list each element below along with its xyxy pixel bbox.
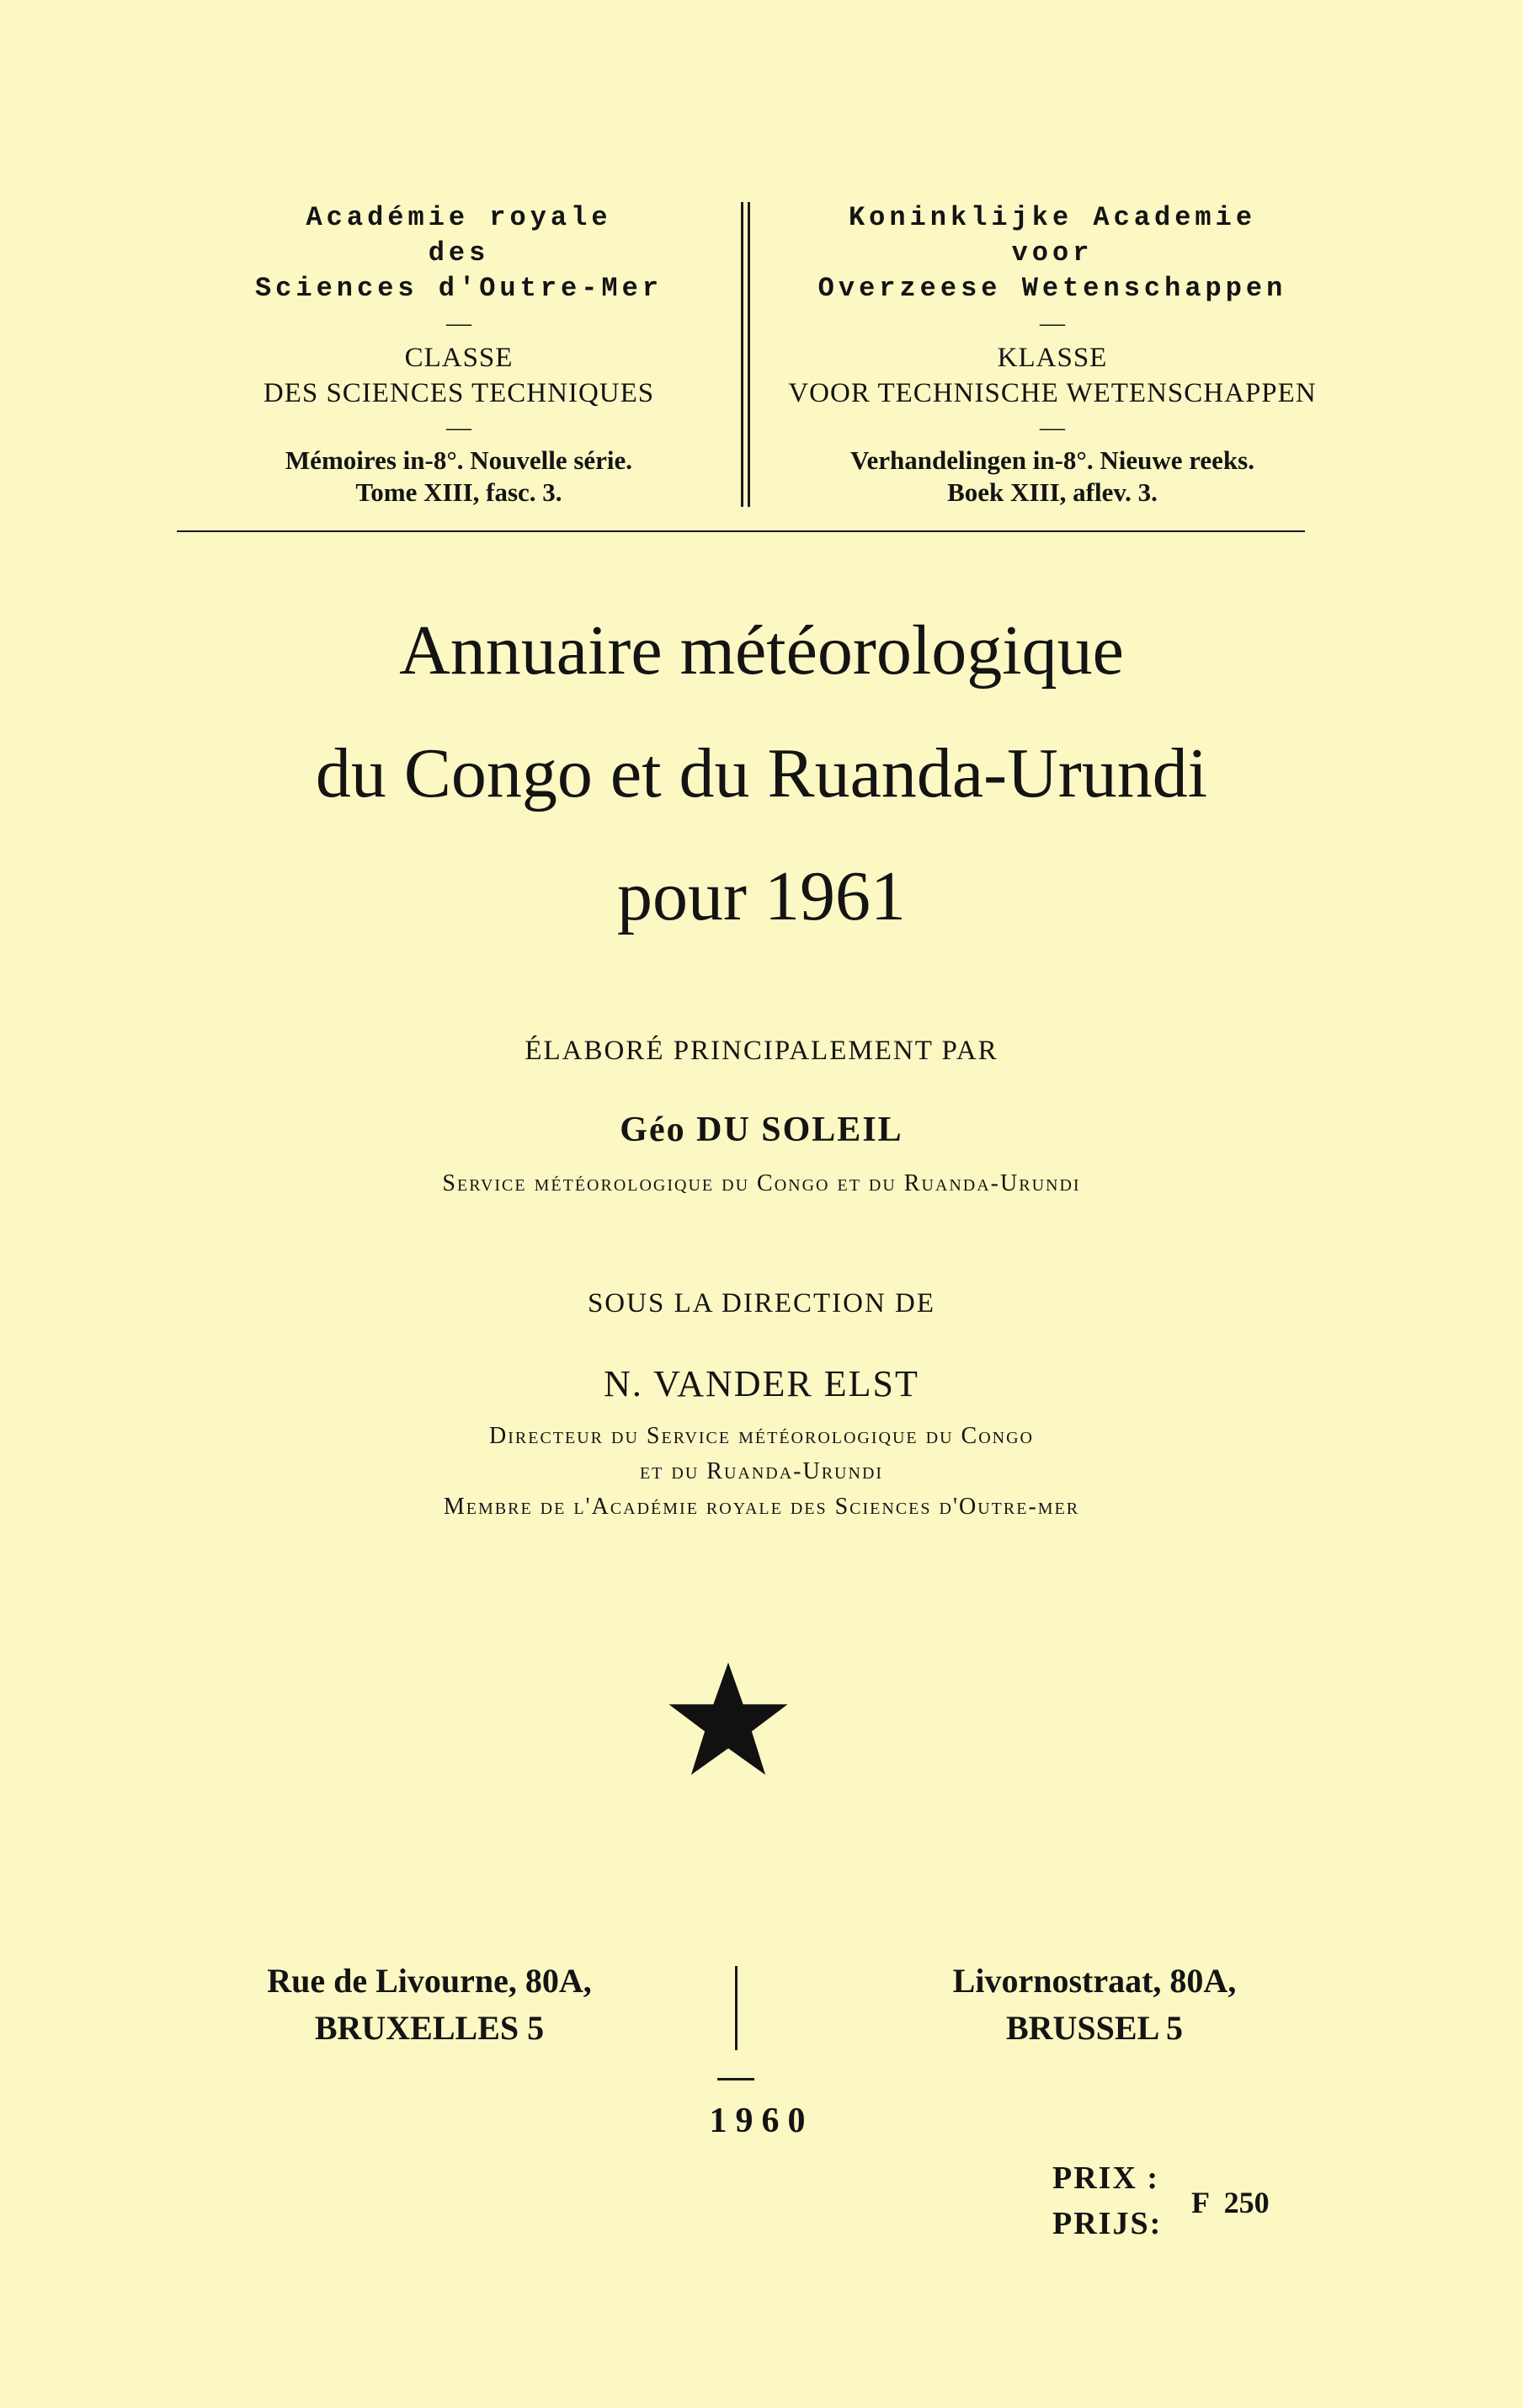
publication-year: 1960 — [709, 2102, 814, 2140]
director-name: N. VANDER ELST — [604, 1363, 919, 1404]
address-divider — [735, 1966, 738, 2050]
author-name: Géo DU SOLEIL — [620, 1111, 903, 1149]
address-fr — [202, 1958, 657, 2052]
classe-fr-line-2: DES SCIENCES TECHNIQUES — [263, 378, 655, 408]
dash-separator: — — [446, 309, 471, 337]
dash-separator: — — [1040, 309, 1065, 337]
institution-fr-line-1: Académie royale — [306, 202, 612, 233]
title-line-1: Annuaire météorologique — [399, 611, 1124, 690]
address-nl-street: Livornostraat, 80A, — [952, 1962, 1237, 2000]
page-title — [0, 589, 1523, 958]
classe-nl-line-1: KLASSE — [997, 343, 1108, 373]
series-nl-line-1: Verhandelingen in-8°. Nieuwe reeks. — [849, 445, 1254, 475]
direction-label: SOUS LA DIRECTION DE — [587, 1288, 936, 1319]
classe-fr-line-1: CLASSE — [404, 343, 514, 373]
price-value: F 250 — [1191, 2186, 1270, 2219]
director-title-line-1: Directeur du Service météorologique du Congo — [489, 1423, 1034, 1449]
address-fr-city: BRUXELLES 5 — [314, 2009, 545, 2047]
institution-nl-line-2: voor — [1011, 237, 1094, 269]
header-fr — [173, 200, 745, 509]
director-title-line-3: Membre de l'Académie royale des Sciences d'Outre-mer — [443, 1494, 1080, 1520]
address-nl — [867, 1958, 1322, 2052]
series-fr-line-1: Mémoires in-8°. Nouvelle série. — [285, 445, 633, 475]
series-fr-line-2: Tome XIII, fasc. 3. — [355, 477, 562, 507]
institution-fr-line-3: Sciences d'Outre-Mer — [254, 273, 663, 304]
header-bottom-rule — [177, 530, 1305, 532]
year-dash — [717, 2078, 754, 2080]
elabore-label: ÉLABORÉ PRINCIPALEMENT PAR — [525, 1036, 998, 1066]
address-fr-street: Rue de Livourne, 80A, — [267, 1962, 592, 2000]
address-nl-city: BRUSSEL 5 — [1005, 2009, 1184, 2047]
title-line-3: pour 1961 — [617, 857, 906, 935]
institution-fr-line-2: des — [428, 237, 490, 269]
header-divider-left — [741, 202, 743, 507]
price-labels — [1052, 2155, 1162, 2246]
institution-nl-line-1: Koninklijke Academie — [848, 202, 1257, 233]
director-title-line-2: et du Ruanda-Urundi — [639, 1458, 884, 1484]
price-label-fr: PRIX : — [1052, 2160, 1160, 2196]
title-line-2: du Congo et du Ruanda-Urundi — [315, 734, 1208, 812]
dash-separator: — — [1040, 413, 1065, 441]
institution-nl-line-3: Overzeese Wetenschappen — [817, 273, 1287, 304]
header-nl — [762, 200, 1343, 509]
star-icon — [665, 1659, 791, 1785]
series-nl-line-2: Boek XIII, aflev. 3. — [947, 477, 1158, 507]
dash-separator: — — [446, 413, 471, 441]
author-affiliation: Service météorologique du Congo et du Ruanda-Urundi — [442, 1170, 1081, 1196]
classe-nl-line-2: VOOR TECHNISCHE WETENSCHAPPEN — [788, 378, 1317, 408]
header-divider-right — [748, 202, 750, 507]
price-label-nl: PRIJS: — [1052, 2206, 1163, 2241]
